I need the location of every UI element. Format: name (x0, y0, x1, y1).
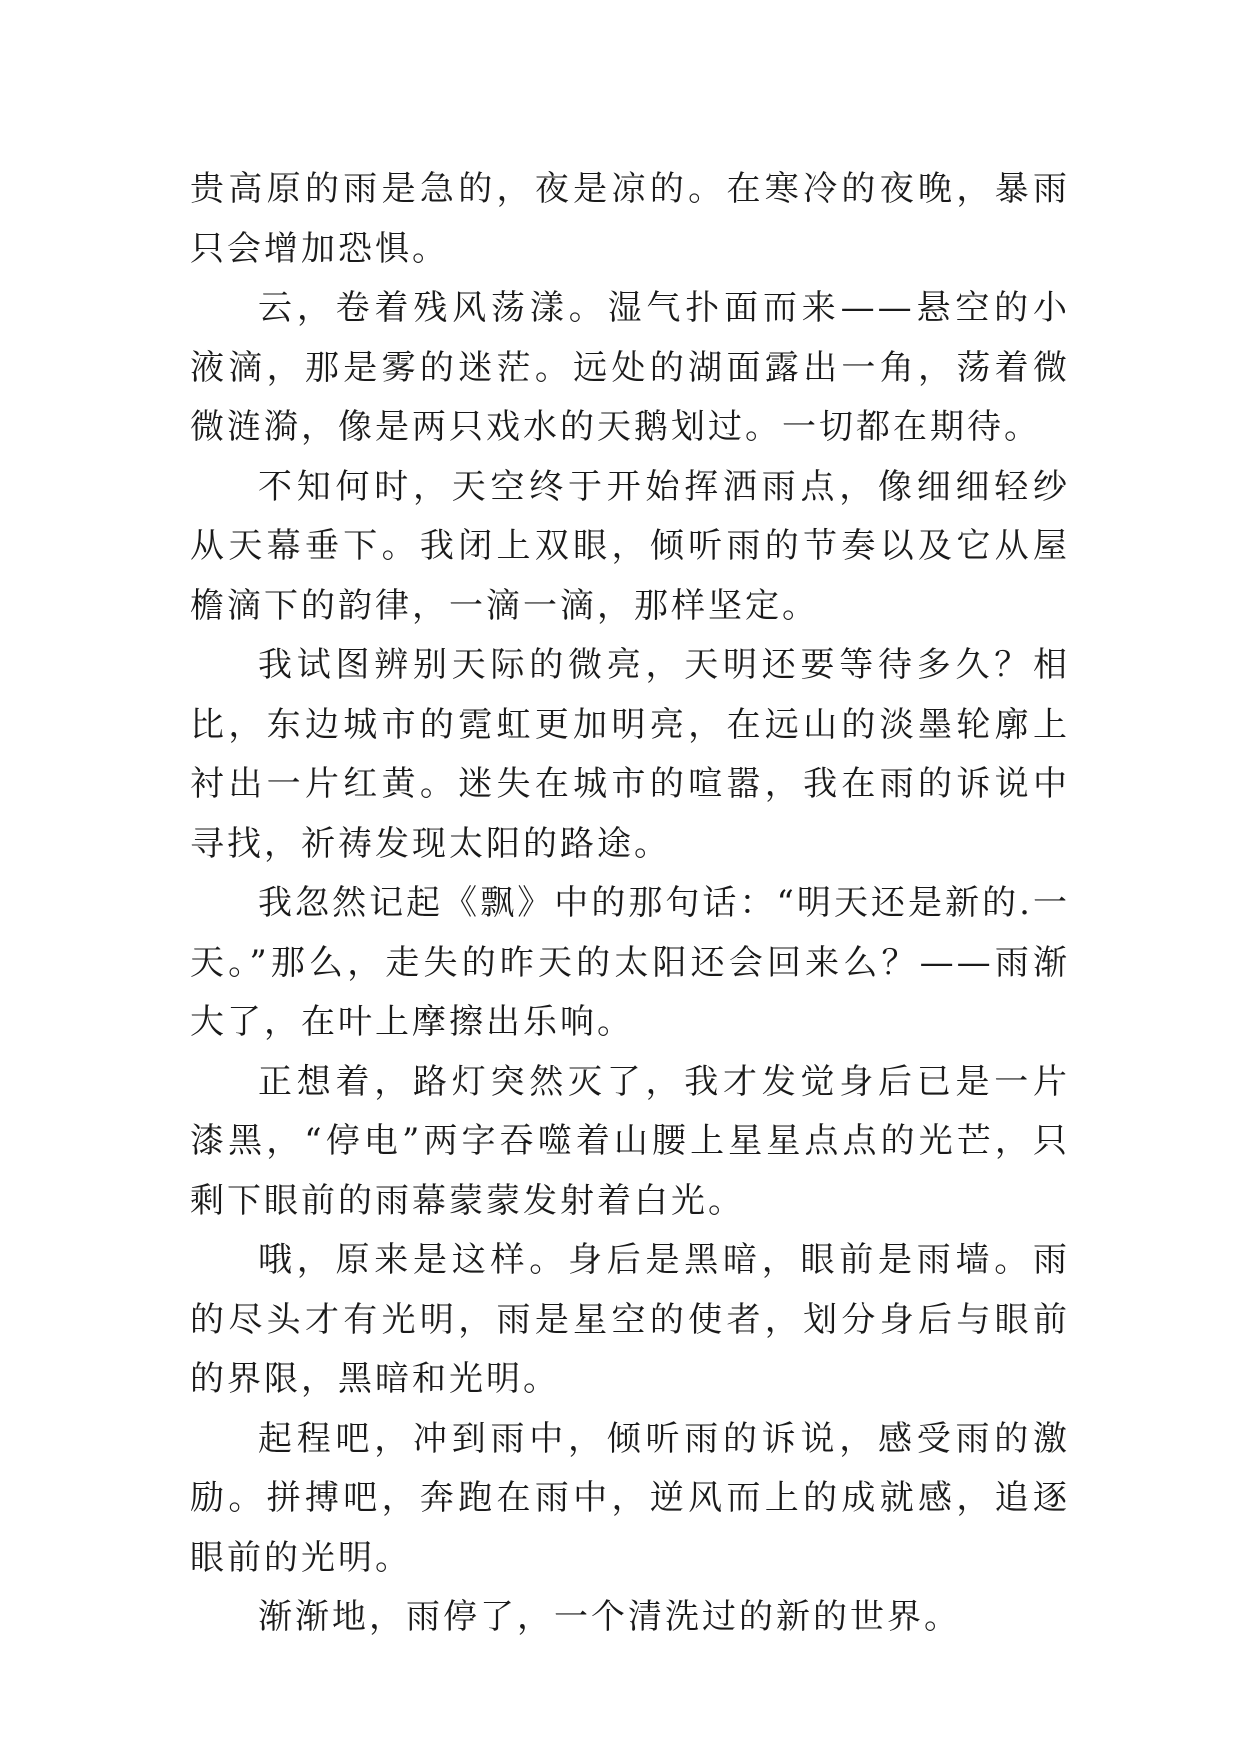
paragraph: 我忽然记起《飘》中的那句话：“明天还是新的.一天。”那么，走失的昨天的太阳还会回来么？——雨渐大了，在叶上摩擦出乐响。 (190, 883, 1070, 1042)
document-body (190, 160, 1070, 1648)
paragraph: 我试图辨别天际的微亮，天明还要等待多久？相比，东边城市的霓虹更加明亮，在远山的淡墨轮廓上衬出一片红黄。迷失在城市的喧嚣，我在雨的诉说中寻找，祈祷发现太阳的路途。 (190, 645, 1070, 864)
paragraph: 起程吧，冲到雨中，倾听雨的诉说，感受雨的激励。拼搏吧，奔跑在雨中，逆风而上的成就感，追逐眼前的光明。 (190, 1418, 1070, 1578)
paragraph: 渐渐地，雨停了，一个清洗过的新的世界。 (258, 1597, 961, 1637)
paragraph: 云，卷着残风荡漾。湿气扑面而来——悬空的小液滴，那是雾的迷茫。远处的湖面露出一角，荡着微微涟漪，像是两只戏水的天鹅划过。一切都在期待。 (190, 288, 1070, 447)
paragraph: 哦，原来是这样。身后是黑暗，眼前是雨墙。雨的尽头才有光明，雨是星空的使者，划分身后与眼前的界限，黑暗和光明。 (190, 1240, 1070, 1399)
paragraph: 贵高原的雨是急的，夜是凉的。在寒冷的夜晚，暴雨只会增加恐惧。 (190, 169, 1070, 269)
paragraph: 不知何时，天空终于开始挥洒雨点，像细细轻纱从天幕垂下。我闭上双眼，倾听雨的节奏以及它从屋檐滴下的韵律，一滴一滴，那样坚定。 (190, 466, 1070, 626)
paragraph: 正想着，路灯突然灭了，我才发觉身后已是一片漆黑，“停电”两字吞噬着山腰上星星点点的光芒，只剩下眼前的雨幕蒙蒙发射着白光。 (190, 1061, 1070, 1221)
